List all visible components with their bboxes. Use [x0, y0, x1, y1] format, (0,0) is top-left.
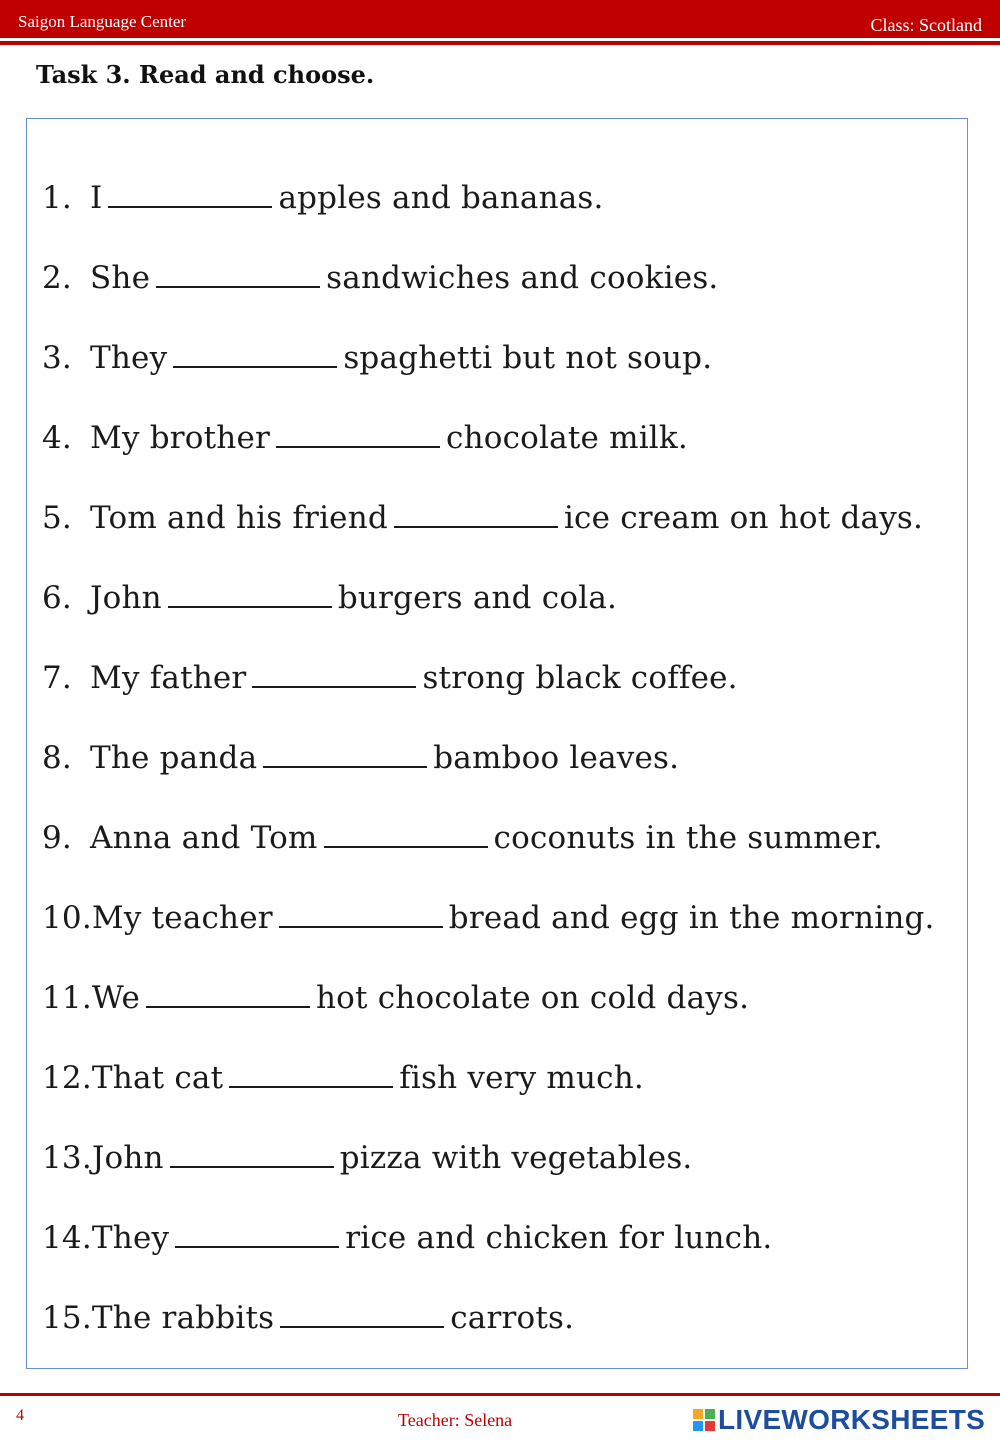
class-label: Class: Scotland	[870, 15, 982, 35]
answer-blank[interactable]	[279, 898, 443, 928]
answer-blank[interactable]	[168, 578, 332, 608]
question-number: 7.	[42, 660, 72, 696]
question-rest: bread and egg in the morning.	[448, 900, 935, 936]
question-item-2	[42, 258, 935, 338]
question-number: 6.	[42, 580, 72, 616]
footer-divider	[0, 1393, 1000, 1396]
question-subject: I	[90, 180, 103, 216]
question-rest: coconuts in the summer.	[493, 820, 883, 856]
question-number: 9.	[42, 820, 72, 856]
question-item-14	[42, 1218, 935, 1298]
question-list	[42, 178, 935, 1378]
answer-blank[interactable]	[146, 978, 310, 1008]
question-item-3	[42, 338, 935, 418]
question-rest: ice cream on hot days.	[563, 500, 924, 536]
question-subject: That cat	[91, 1060, 224, 1096]
answer-blank[interactable]	[276, 418, 440, 448]
question-item-10	[42, 898, 935, 978]
question-item-15	[42, 1298, 935, 1378]
question-number: 3.	[42, 340, 72, 376]
question-item-1	[42, 178, 935, 258]
answer-blank[interactable]	[324, 818, 488, 848]
question-subject: The panda	[90, 740, 258, 776]
teacher-label: Teacher: Selena	[398, 1410, 513, 1430]
answer-blank[interactable]	[173, 338, 337, 368]
question-rest: chocolate milk.	[446, 420, 688, 456]
question-subject: John	[91, 1140, 164, 1176]
question-subject: We	[91, 980, 140, 1016]
question-item-5	[42, 498, 935, 578]
question-number: 8.	[42, 740, 72, 776]
question-subject: My brother	[90, 420, 271, 456]
question-number: 13.	[42, 1140, 92, 1176]
question-number: 10.	[42, 900, 92, 936]
question-subject: Tom and his friend	[90, 500, 388, 536]
answer-blank[interactable]	[156, 258, 320, 288]
answer-blank[interactable]	[252, 658, 416, 688]
question-number: 4.	[42, 420, 72, 456]
question-number: 11.	[42, 980, 92, 1016]
answer-blank[interactable]	[394, 498, 558, 528]
question-subject: My teacher	[91, 900, 273, 936]
logo-text: LIVEWORKSHEETS	[718, 1404, 986, 1435]
task-title: Task 3. Read and choose.	[36, 60, 375, 89]
question-item-8	[42, 738, 935, 818]
question-subject: They	[90, 340, 168, 376]
liveworksheets-logo[interactable]	[693, 1404, 985, 1436]
question-rest: hot chocolate on cold days.	[316, 980, 750, 1016]
question-item-11	[42, 978, 935, 1058]
header-divider	[0, 41, 1000, 45]
question-rest: carrots.	[450, 1300, 575, 1336]
question-number: 15.	[42, 1300, 92, 1336]
question-rest: rice and chicken for lunch.	[345, 1220, 773, 1256]
page-number: 4	[16, 1407, 24, 1424]
question-subject: Anna and Tom	[90, 820, 318, 856]
question-subject: My father	[90, 660, 247, 696]
question-subject: John	[90, 580, 162, 616]
answer-blank[interactable]	[229, 1058, 393, 1088]
answer-blank[interactable]	[263, 738, 427, 768]
answer-blank[interactable]	[108, 178, 272, 208]
center-name: Saigon Language Center	[18, 12, 187, 31]
question-rest: pizza with vegetables.	[339, 1140, 693, 1176]
question-rest: burgers and cola.	[337, 580, 618, 616]
question-number: 14.	[42, 1220, 92, 1256]
question-number: 12.	[42, 1060, 92, 1096]
question-rest: fish very much.	[399, 1060, 644, 1096]
question-item-9	[42, 818, 935, 898]
question-subject: She	[90, 260, 151, 296]
answer-blank[interactable]	[170, 1138, 334, 1168]
question-rest: bamboo leaves.	[433, 740, 680, 776]
question-rest: apples and bananas.	[278, 180, 604, 216]
question-rest: spaghetti but not soup.	[343, 340, 713, 376]
question-subject: The rabbits	[91, 1300, 275, 1336]
question-item-7	[42, 658, 935, 738]
question-number: 2.	[42, 260, 72, 296]
logo-grid-icon	[693, 1409, 715, 1431]
answer-blank[interactable]	[280, 1298, 444, 1328]
question-item-13	[42, 1138, 935, 1218]
question-item-12	[42, 1058, 935, 1138]
question-number: 5.	[42, 500, 72, 536]
question-rest: sandwiches and cookies.	[326, 260, 719, 296]
answer-blank[interactable]	[175, 1218, 339, 1248]
question-subject: They	[91, 1220, 170, 1256]
question-item-4	[42, 418, 935, 498]
question-rest: strong black coffee.	[422, 660, 738, 696]
question-number: 1.	[42, 180, 72, 216]
question-item-6	[42, 578, 935, 658]
